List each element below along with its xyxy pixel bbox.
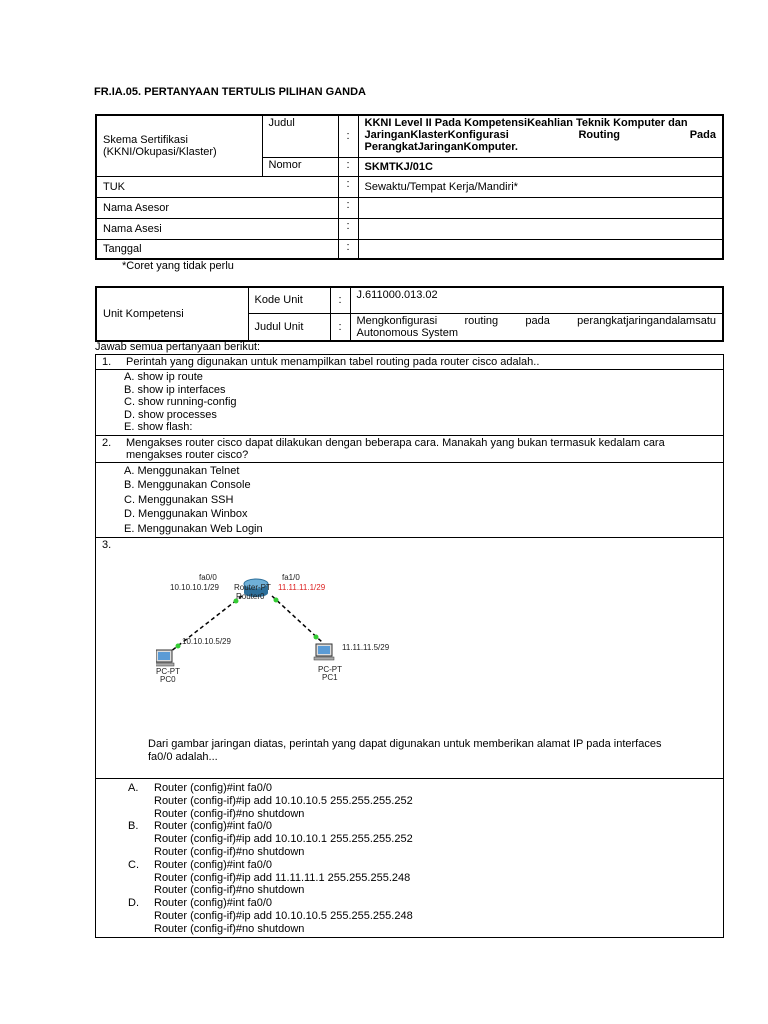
- option-letter: A.: [128, 782, 139, 794]
- pc0-icon[interactable]: [156, 650, 174, 666]
- note: *Coret yang tidak perlu: [122, 260, 234, 272]
- judul-value: [358, 115, 723, 157]
- q2-option-d[interactable]: D. Menggunakan Winbox: [124, 508, 248, 520]
- q2-number: 2.: [102, 436, 112, 449]
- judul-unit-line-1: Mengkonfigurasi routing pada perangkatjaringandalamsatu: [356, 314, 716, 327]
- kode-unit-value: J.611000.013.02: [350, 287, 723, 313]
- option-line: Router (config)#int fa0/0: [154, 897, 273, 910]
- q1-number: 1.: [102, 356, 112, 368]
- nomor-label: Nomor: [262, 157, 338, 176]
- unit-table: [95, 286, 724, 342]
- pc1-ip-label: 11.11.11.5/29: [342, 643, 390, 652]
- colon: :: [330, 313, 350, 341]
- tuk-value: Sewaktu/Tempat Kerja/Mandiri*: [358, 176, 723, 197]
- asesi-value[interactable]: [358, 218, 723, 239]
- pc1-name-label: PC1: [322, 673, 338, 682]
- option-letter: D.: [128, 897, 139, 910]
- q3-option-b[interactable]: [102, 820, 717, 858]
- q1-option-d[interactable]: D. show processes: [124, 408, 217, 421]
- q3-text-line-1: Dari gambar jaringan diatas, perintah yang dapat digunakan untuk memberikan alamat IP pada interfaces: [148, 738, 662, 750]
- q1-option-a[interactable]: A. show ip route: [124, 371, 203, 383]
- page-title: FR.IA.05. PERTANYAAN TERTULIS PILIHAN GANDA: [94, 86, 366, 98]
- asesor-label: Nama Asesor: [96, 197, 338, 218]
- colon: :: [338, 157, 358, 176]
- colon: :: [338, 115, 358, 157]
- q1-option-b[interactable]: B. show ip interfaces: [124, 383, 226, 396]
- fa00-ip-label: 10.10.10.1/29: [170, 583, 219, 592]
- option-line: Router (config)#int fa0/0: [154, 820, 273, 833]
- option-line: Router (config-if)#no shutdown: [154, 807, 305, 820]
- fa10-label: fa1/0: [282, 573, 300, 582]
- judul-label: Judul: [262, 115, 338, 157]
- q2-option-e[interactable]: E. Menggunakan Web Login: [124, 522, 263, 535]
- asesor-value[interactable]: [358, 197, 723, 218]
- option-letter: B.: [128, 820, 139, 833]
- q3-text-line-2: fa0/0 adalah...: [148, 750, 218, 763]
- link-status-icon: [314, 635, 319, 640]
- option-line: Router (config-if)#ip add 10.10.10.1 255.255.255.252: [154, 833, 413, 846]
- pc0-type-label: PC-PT: [156, 667, 180, 676]
- option-line: Router (config-if)#ip add 11.11.11.1 255.255.255.248: [154, 871, 411, 884]
- judul-line-3: PerangkatJaringanKomputer.: [364, 141, 518, 153]
- option-line: Router (config)#int fa0/0: [154, 782, 273, 794]
- colon: :: [338, 197, 358, 218]
- q1-options: [96, 370, 724, 436]
- judul-unit-line-2: Autonomous System: [356, 326, 458, 339]
- q2-text-line-2: mengakses router cisco?: [126, 448, 249, 461]
- header-table: [95, 114, 724, 260]
- unit-label: Unit Kompetensi: [96, 287, 248, 341]
- option-line: Router (config-if)#no shutdown: [154, 845, 305, 858]
- q3-option-a[interactable]: [102, 782, 717, 820]
- asesi-label: Nama Asesi: [96, 218, 338, 239]
- q3-options: [96, 779, 724, 938]
- judul-line-2: JaringanKlasterKonfigurasi Routing Pada: [364, 129, 716, 141]
- q2-text-line-1: Mengakses router cisco dapat dilakukan dengan beberapa cara. Manakah yang bukan termasuk kedalam cara: [126, 436, 665, 449]
- option-line: Router (config)#int fa0/0: [154, 858, 273, 871]
- link-status-icon: [176, 644, 181, 649]
- option-line: Router (config-if)#no shutdown: [154, 884, 305, 897]
- option-letter: C.: [128, 858, 139, 871]
- q2-option-b[interactable]: B. Menggunakan Console: [124, 479, 251, 491]
- questions-table: [95, 354, 724, 938]
- q1-text: Perintah yang digunakan untuk menampilkan tabel routing pada router cisco adalah..: [126, 356, 540, 368]
- colon: :: [330, 287, 350, 313]
- q2-question: [96, 435, 724, 462]
- skema-label: Skema Sertifikasi (KKNI/Okupasi/Klaster): [96, 115, 262, 176]
- q3-question: [96, 538, 724, 779]
- tanggal-label: Tanggal: [96, 239, 338, 259]
- fa00-label: fa0/0: [199, 573, 217, 582]
- q3-number: 3.: [102, 539, 112, 551]
- q1-option-e[interactable]: E. show flash:: [124, 421, 193, 433]
- option-line: Router (config-if)#no shutdown: [154, 922, 305, 935]
- judul-unit-value: [350, 313, 723, 341]
- fa10-ip-label: 11.11.11.1/29: [278, 583, 326, 592]
- q1-question: [96, 355, 724, 370]
- q3-text: [148, 738, 661, 763]
- router-name-label: Router0: [236, 592, 265, 601]
- q2-options: [96, 462, 724, 538]
- judul-unit-label: Judul Unit: [248, 313, 330, 341]
- colon: :: [338, 176, 358, 197]
- q1-option-c[interactable]: C. show running-config: [124, 396, 237, 408]
- pc1-type-label: PC-PT: [318, 665, 342, 674]
- pc0-name-label: PC0: [160, 675, 176, 684]
- network-diagram: [156, 562, 476, 692]
- pc1-icon[interactable]: [314, 644, 334, 660]
- tuk-label: TUK: [96, 176, 338, 197]
- q3-option-d[interactable]: [102, 897, 717, 935]
- router-type-label: Router-PT: [234, 583, 271, 592]
- q2-option-a[interactable]: A. Menggunakan Telnet: [124, 464, 240, 477]
- tanggal-value[interactable]: [358, 239, 723, 259]
- q2-option-c[interactable]: C. Menggunakan SSH: [124, 493, 234, 506]
- nomor-value: SKMTKJ/01C: [358, 157, 723, 176]
- q3-option-c[interactable]: [102, 859, 717, 897]
- judul-line-1: KKNI Level II Pada KompetensiKeahlian Teknik Komputer dan: [364, 117, 688, 129]
- pc0-ip-label: 10.10.10.5/29: [182, 637, 231, 646]
- colon: :: [338, 239, 358, 259]
- kode-unit-label: Kode Unit: [248, 287, 330, 313]
- colon: :: [338, 218, 358, 239]
- instruction: Jawab semua pertanyaan berikut:: [95, 341, 261, 353]
- link-status-icon: [274, 598, 279, 603]
- option-line: Router (config-if)#ip add 10.10.10.5 255.255.255.248: [154, 909, 413, 922]
- option-line: Router (config-if)#ip add 10.10.10.5 255.255.255.252: [154, 794, 413, 807]
